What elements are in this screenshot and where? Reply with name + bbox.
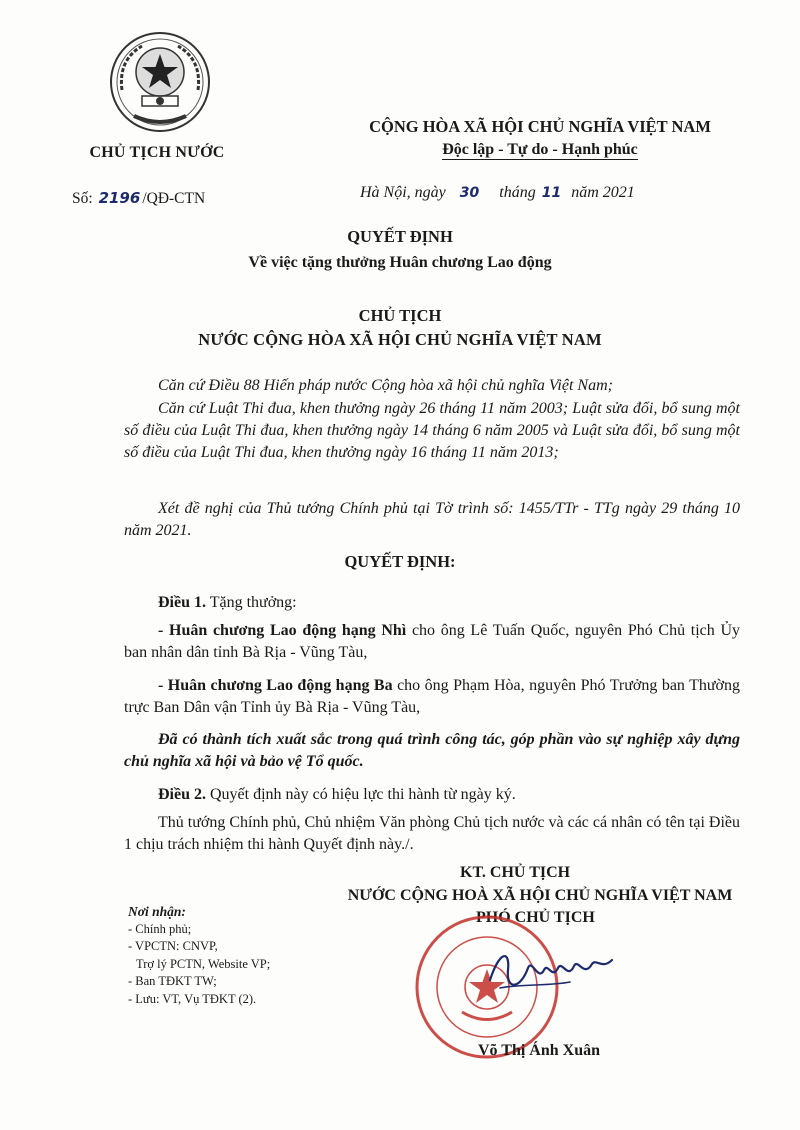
date-month-handwritten: 11 — [541, 185, 562, 201]
date-day-handwritten: 30 — [459, 185, 480, 201]
motto-text: Độc lập - Tự do - Hạnh phúc — [442, 141, 638, 158]
article-2 — [158, 784, 774, 806]
legal-basis-constitution: Căn cứ Điều 88 Hiến pháp nước Cộng hòa xã hội chủ nghĩa Việt Nam; — [158, 377, 613, 394]
doc-no-suffix: /QĐ-CTN — [142, 190, 206, 207]
national-motto — [300, 141, 780, 159]
document-subject: Về việc tặng thưởng Huân chương Lao động — [248, 254, 552, 271]
award-third-class-recipient: cho ông Phạm Hòa, nguyên Phó Trưởng ban Thường trực Ban Dân vận Tỉnh ủy Bà Rịa - Vũng Tàu, — [124, 677, 741, 716]
implementation-clause: Thủ tướng Chính phủ, Chủ nhiệm Văn phòng Chủ tịch nước và các cá nhân có tên tại Điều 1 chịu trách nhiệm thi hành Quyết định này./. — [124, 814, 740, 853]
recipient-item: Trợ lý PCTN, Website VP; — [136, 956, 271, 971]
recipient-item: - Ban TĐKT TW; — [128, 974, 217, 988]
date-city: Hà Nội, ngày — [360, 184, 446, 201]
award-third-class-title: - Huân chương Lao động hạng Ba — [158, 677, 393, 694]
article-2-label: Điều 2. — [158, 786, 206, 803]
recipients-label: Nơi nhận: — [128, 904, 186, 919]
document-title: QUYẾT ĐỊNH — [347, 227, 453, 246]
legal-basis-proposal: Xét đề nghị của Thủ tướng Chính phủ tại Tờ trình số: 1455/TTr - TTg ngày 29 tháng 10 năm 2021. — [124, 500, 740, 539]
recipients — [128, 903, 270, 1008]
achievement-statement: Đã có thành tích xuất sắc trong quá trình công tác, góp phần vào sự nghiệp xây dựng chủ nghĩa xã hội và bảo vệ Tổ quốc. — [124, 731, 740, 770]
decision-heading: QUYẾT ĐỊNH: — [344, 552, 456, 571]
article-1-label: Điều 1. — [158, 594, 206, 611]
doc-no-handwritten: 2196 — [98, 189, 141, 207]
recipient-item: - VPCTN: CNVP, — [128, 939, 218, 953]
award-second-class — [124, 620, 740, 664]
article-1 — [158, 592, 774, 614]
signature-country: NƯỚC CỘNG HOÀ XÃ HỘI CHỦ NGHĨA VIỆT NAM — [347, 887, 733, 904]
authority-country: NƯỚC CỘNG HÒA XÃ HỘI CHỦ NGHĨA VIỆT NAM — [198, 330, 602, 349]
award-third-class — [124, 675, 740, 719]
authority-title: CHỦ TỊCH — [358, 306, 442, 325]
national-emblem-icon — [108, 30, 212, 134]
issuer-name: CHỦ TỊCH NƯỚC — [89, 144, 225, 161]
recipient-item: - Chính phủ; — [128, 921, 192, 936]
country-name: CỘNG HÒA XÃ HỘI CHỦ NGHĨA VIỆT NAM — [369, 117, 711, 136]
article-2-text: Quyết định này có hiệu lực thi hành từ ngày ký. — [210, 786, 516, 803]
doc-no-prefix: Số: — [72, 190, 93, 207]
award-second-class-title: - Huân chương Lao động hạng Nhì — [158, 622, 407, 639]
signature-kt: KT. CHỦ TỊCH — [460, 864, 571, 881]
date-month-label: tháng — [499, 184, 536, 201]
signature-position: PHÓ CHỦ TỊCH — [476, 909, 595, 926]
recipient-item: - Lưu: VT, Vụ TĐKT (2). — [128, 991, 257, 1006]
handwritten-signature-icon — [480, 940, 620, 1000]
document-number — [72, 189, 205, 208]
issue-date — [360, 184, 635, 202]
article-1-text: Tặng thưởng: — [209, 594, 297, 611]
date-year: năm 2021 — [571, 184, 635, 201]
signer-name: Võ Thị Ánh Xuân — [478, 1042, 600, 1059]
legal-basis-emulation-law: Căn cứ Luật Thi đua, khen thưởng ngày 26 tháng 11 năm 2003; Luật sửa đổi, bổ sung một số điều của Luật Thi đua, khen thưởng ngày 14 tháng 6 năm 2005 và Luật sửa đổi, bổ sung một số điều của Luật Thi đua, khen thưởng ngày 16 tháng 11 năm 2013; — [124, 400, 740, 461]
award-second-class-recipient: cho ông Lê Tuấn Quốc, nguyên Phó Chủ tịch Ủy ban nhân dân tỉnh Bà Rịa - Vũng Tàu, — [124, 622, 741, 661]
